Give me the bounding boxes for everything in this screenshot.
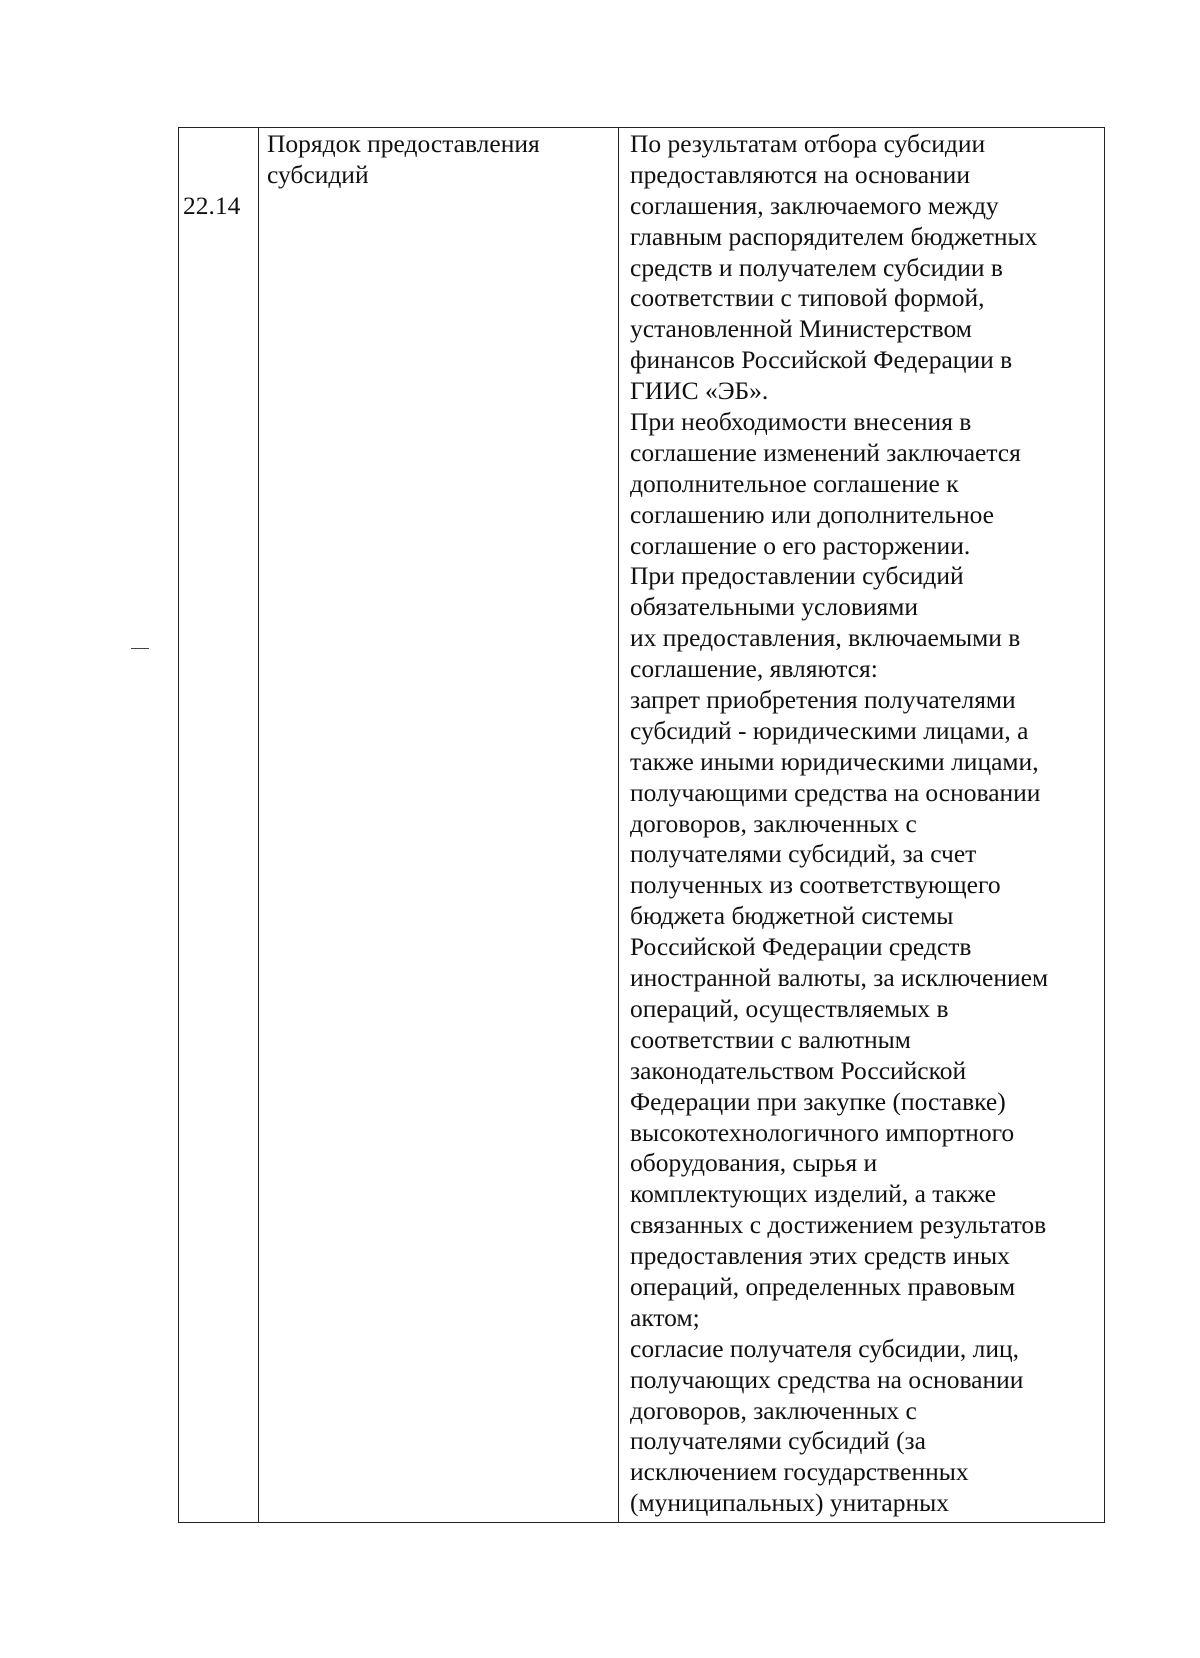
row-content-line: предоставляются на основании — [630, 159, 970, 189]
row-content-line: установленной Министерством — [630, 314, 972, 344]
row-content-line: также иными юридическими лицами, — [630, 746, 1039, 776]
row-content-cell — [630, 129, 1048, 1519]
row-content-line: исключением государственных — [630, 1457, 969, 1487]
row-content-line: финансов Российской Федерации в — [630, 345, 1013, 375]
row-content-line: получающих средства на основании — [630, 1364, 1024, 1394]
row-content-line: средств и получателем субсидии в — [630, 252, 1003, 282]
row-content-line: договоров, заключенных с — [630, 1395, 917, 1425]
row-content-line: предоставления этих средств иных — [630, 1241, 1010, 1271]
row-content-line: иностранной валюты, за исключением — [630, 963, 1049, 993]
row-content-line: главным распорядителем бюджетных — [630, 221, 1038, 251]
row-content-line: связанных с достижением результатов — [630, 1210, 1047, 1240]
row-content-line: полученных из соответствующего — [630, 870, 1001, 900]
row-content-line: запрет приобретения получателями — [630, 685, 1016, 715]
column-divider — [618, 128, 619, 1522]
row-content-line: согласие получателя субсидии, лиц, — [630, 1333, 1019, 1363]
row-content-line: соглашение изменений заключается — [630, 437, 1021, 467]
row-content-line: соглашению или дополнительное — [630, 499, 994, 529]
row-content-line: По результатам отбора субсидии — [630, 129, 986, 158]
row-content-line: оборудования, сырья и — [630, 1148, 878, 1178]
row-content-line: комплектующих изделий, а также — [630, 1179, 997, 1209]
row-content-line: Федерации при закупке (поставке) — [630, 1086, 1006, 1116]
row-content-line: Российской Федерации средств — [630, 932, 972, 962]
row-content-line: актом; — [630, 1302, 700, 1332]
row-content-line: получателями субсидий (за — [630, 1426, 926, 1456]
margin-mark — [131, 648, 149, 649]
row-content-line: ГИИС «ЭБ». — [630, 376, 769, 406]
row-content-line: бюджета бюджетной системы — [630, 901, 954, 931]
row-content-line: субсидий - юридическими лицами, а — [630, 715, 1029, 745]
row-content-line: соглашение о его расторжении. — [630, 530, 971, 560]
row-content-line: обязательными условиями — [630, 592, 919, 622]
row-content-line: соглашение, являются: — [630, 654, 878, 684]
row-content-line: дополнительное соглашение к — [630, 468, 959, 498]
row-content-line: операций, определенных правовым — [630, 1271, 1016, 1301]
row-number: 22.14 — [183, 190, 241, 220]
row-content-line: законодательством Российской — [630, 1055, 967, 1085]
document-table — [178, 127, 1105, 1523]
row-content-line: соответствии с валютным — [630, 1024, 911, 1054]
row-content-line: При предоставлении субсидий — [630, 561, 964, 591]
row-name-line: субсидий — [267, 159, 369, 189]
row-name-line: Порядок предоставления — [267, 129, 540, 158]
row-content-line: (муниципальных) унитарных — [630, 1488, 949, 1518]
row-content-line: договоров, заключенных с — [630, 808, 917, 838]
row-content-line: высокотехнологичного импортного — [630, 1117, 1015, 1147]
row-content-line: получателями субсидий, за счет — [630, 839, 977, 869]
row-number-cell — [183, 129, 240, 284]
row-content-line: При необходимости внесения в — [630, 407, 972, 437]
row-content-line: соответствии с типовой формой, — [630, 283, 985, 313]
row-content-line: получающими средства на основании — [630, 777, 1041, 807]
row-content-line: соглашения, заключаемого между — [630, 190, 999, 220]
column-divider — [258, 128, 259, 1522]
row-name-cell — [267, 129, 540, 191]
row-content-line: операций, осуществляемых в — [630, 993, 949, 1023]
row-content-line: их предоставления, включаемыми в — [630, 623, 1021, 653]
